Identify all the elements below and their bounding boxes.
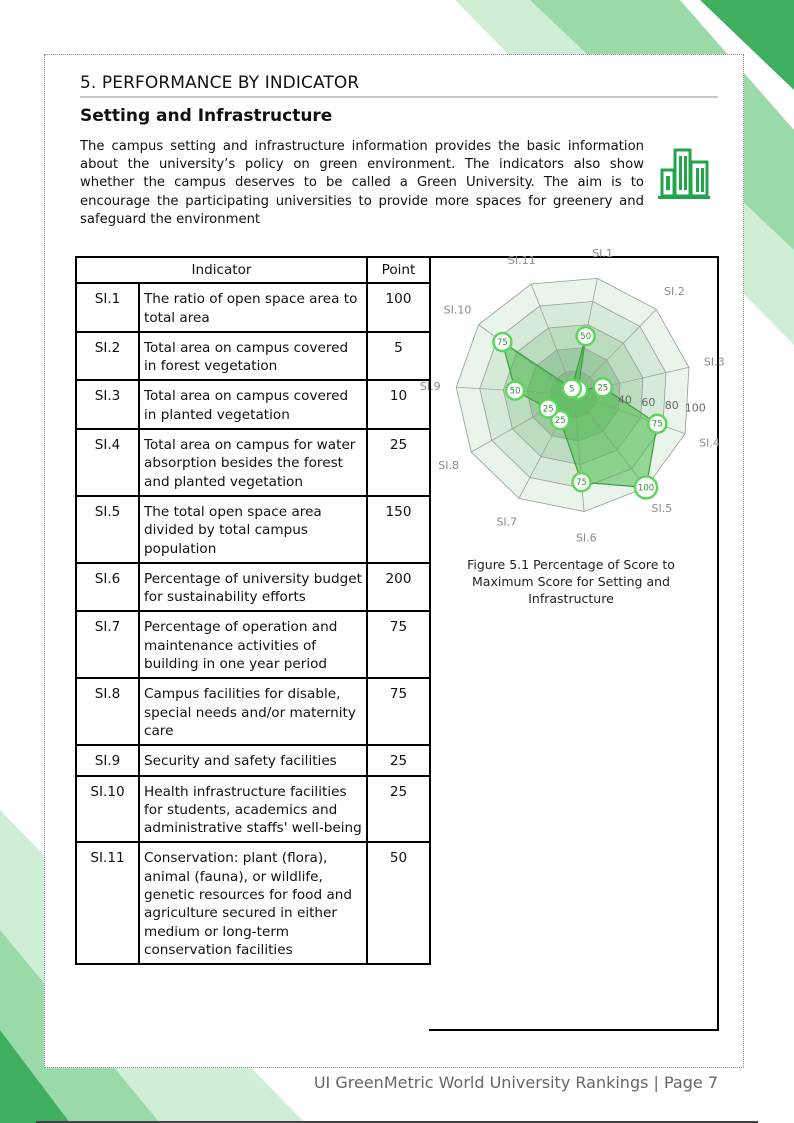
radar-chart	[419, 246, 725, 548]
indicator-description: Conservation: plant (flora), animal (fauna), or wildlife, genetic resources for food and agriculture secured in either medium or long-term conservation facilities	[139, 842, 367, 964]
radar-category-label: SI.10	[443, 303, 472, 317]
radar-data-label: 100	[637, 483, 655, 494]
indicator-description: Total area on campus for water absorption besides the forest and planted vegetation	[139, 429, 367, 496]
point-header: Point	[367, 257, 430, 283]
indicator-description: Security and safety facilities	[139, 745, 367, 775]
indicator-point: 25	[367, 429, 430, 496]
indicator-description: Health infrastructure facilities for students, academics and administrative staffs' well-being	[139, 776, 367, 843]
radar-tick-label: 60	[641, 396, 656, 410]
indicator-point: 5	[367, 332, 430, 381]
table-row	[76, 678, 430, 745]
table-row	[76, 842, 430, 964]
indicator-code: SI.8	[76, 678, 139, 745]
radar-category-label: SI.2	[663, 284, 685, 298]
building-icon	[656, 146, 712, 200]
radar-category-label: SI.11	[507, 253, 536, 267]
table-row	[76, 611, 430, 678]
radar-data-label: 75	[576, 478, 587, 489]
indicator-description: Total area on campus covered in forest vegetation	[139, 332, 367, 381]
indicator-description: Percentage of operation and maintenance activities of building in one year period	[139, 611, 367, 678]
indicator-point: 25	[367, 745, 430, 775]
indicator-code: SI.4	[76, 429, 139, 496]
radar-category-label: SI.3	[703, 355, 725, 369]
indicator-header: Indicator	[76, 257, 367, 283]
indicator-code: SI.1	[76, 283, 139, 332]
table-row	[76, 429, 430, 496]
indicator-point: 10	[367, 380, 430, 429]
indicator-description: Percentage of university budget for sustainability efforts	[139, 563, 367, 612]
radar-tick-label: 100	[684, 401, 706, 415]
radar-data-label: 25	[542, 404, 554, 415]
table-row	[76, 776, 430, 843]
indicator-description: The ratio of open space area to total area	[139, 283, 367, 332]
radar-data-label: 75	[651, 419, 663, 430]
radar-category-label: SI.1	[592, 246, 613, 260]
table-row	[76, 563, 430, 612]
page-footer: UI GreenMetric World University Rankings | Page 7	[313, 1073, 718, 1092]
indicator-point: 75	[367, 611, 430, 678]
indicator-code: SI.2	[76, 332, 139, 381]
indicator-point: 50	[367, 842, 430, 964]
section-title: 5. PERFORMANCE BY INDICATOR	[80, 73, 718, 98]
indicator-description: Campus facilities for disable, special needs and/or maternity care	[139, 678, 367, 745]
radar-category-label: SI.8	[438, 458, 460, 472]
radar-category-label: SI.5	[651, 502, 673, 516]
indicator-description: Total area on campus covered in planted vegetation	[139, 380, 367, 429]
indicator-code: SI.3	[76, 380, 139, 429]
indicator-description: The total open space area divided by total campus population	[139, 496, 367, 563]
indicator-code: SI.11	[76, 842, 139, 964]
indicator-point: 75	[367, 678, 430, 745]
indicator-point: 200	[367, 563, 430, 612]
radar-data-label: 50	[580, 332, 592, 343]
indicator-point: 100	[367, 283, 430, 332]
table-row	[76, 496, 430, 563]
indicator-point: 150	[367, 496, 430, 563]
radar-category-label: SI.7	[496, 515, 518, 529]
indicator-code: SI.6	[76, 563, 139, 612]
table-row	[76, 745, 430, 775]
indicator-table	[75, 256, 431, 965]
indicator-code: SI.7	[76, 611, 139, 678]
subsection-title: Setting and Infrastructure	[80, 106, 333, 126]
table-row	[76, 283, 430, 332]
radar-tick-label: 80	[664, 398, 679, 412]
table-row	[76, 380, 430, 429]
radar-data-label: 50	[509, 386, 521, 397]
table-row	[76, 332, 430, 381]
indicator-code: SI.10	[76, 776, 139, 843]
radar-data-label: 25	[554, 416, 566, 427]
chart-panel	[419, 246, 725, 1031]
intro-paragraph: The campus setting and infrastructure information provides the basic information about the university’s policy on green environment. The indicators also show whether the campus deserves to be called a Green University. The aim is to encourage the participating universities to provide more spaces for greenery and safeguard the environment	[80, 139, 644, 227]
radar-category-label: SI.4	[699, 436, 720, 450]
indicator-point: 25	[367, 776, 430, 843]
radar-category-label: SI.9	[419, 379, 441, 393]
figure-caption: Figure 5.1 Percentage of Score to Maximum Score for Setting and Infrastructure	[467, 557, 675, 606]
radar-category-label: SI.6	[575, 531, 597, 545]
indicator-code: SI.9	[76, 745, 139, 775]
radar-data-label: 75	[496, 337, 508, 348]
indicator-code: SI.5	[76, 496, 139, 563]
radar-tick-label: 40	[617, 393, 632, 407]
radar-data-label: 25	[597, 383, 609, 394]
radar-data-label: 5	[569, 384, 575, 395]
